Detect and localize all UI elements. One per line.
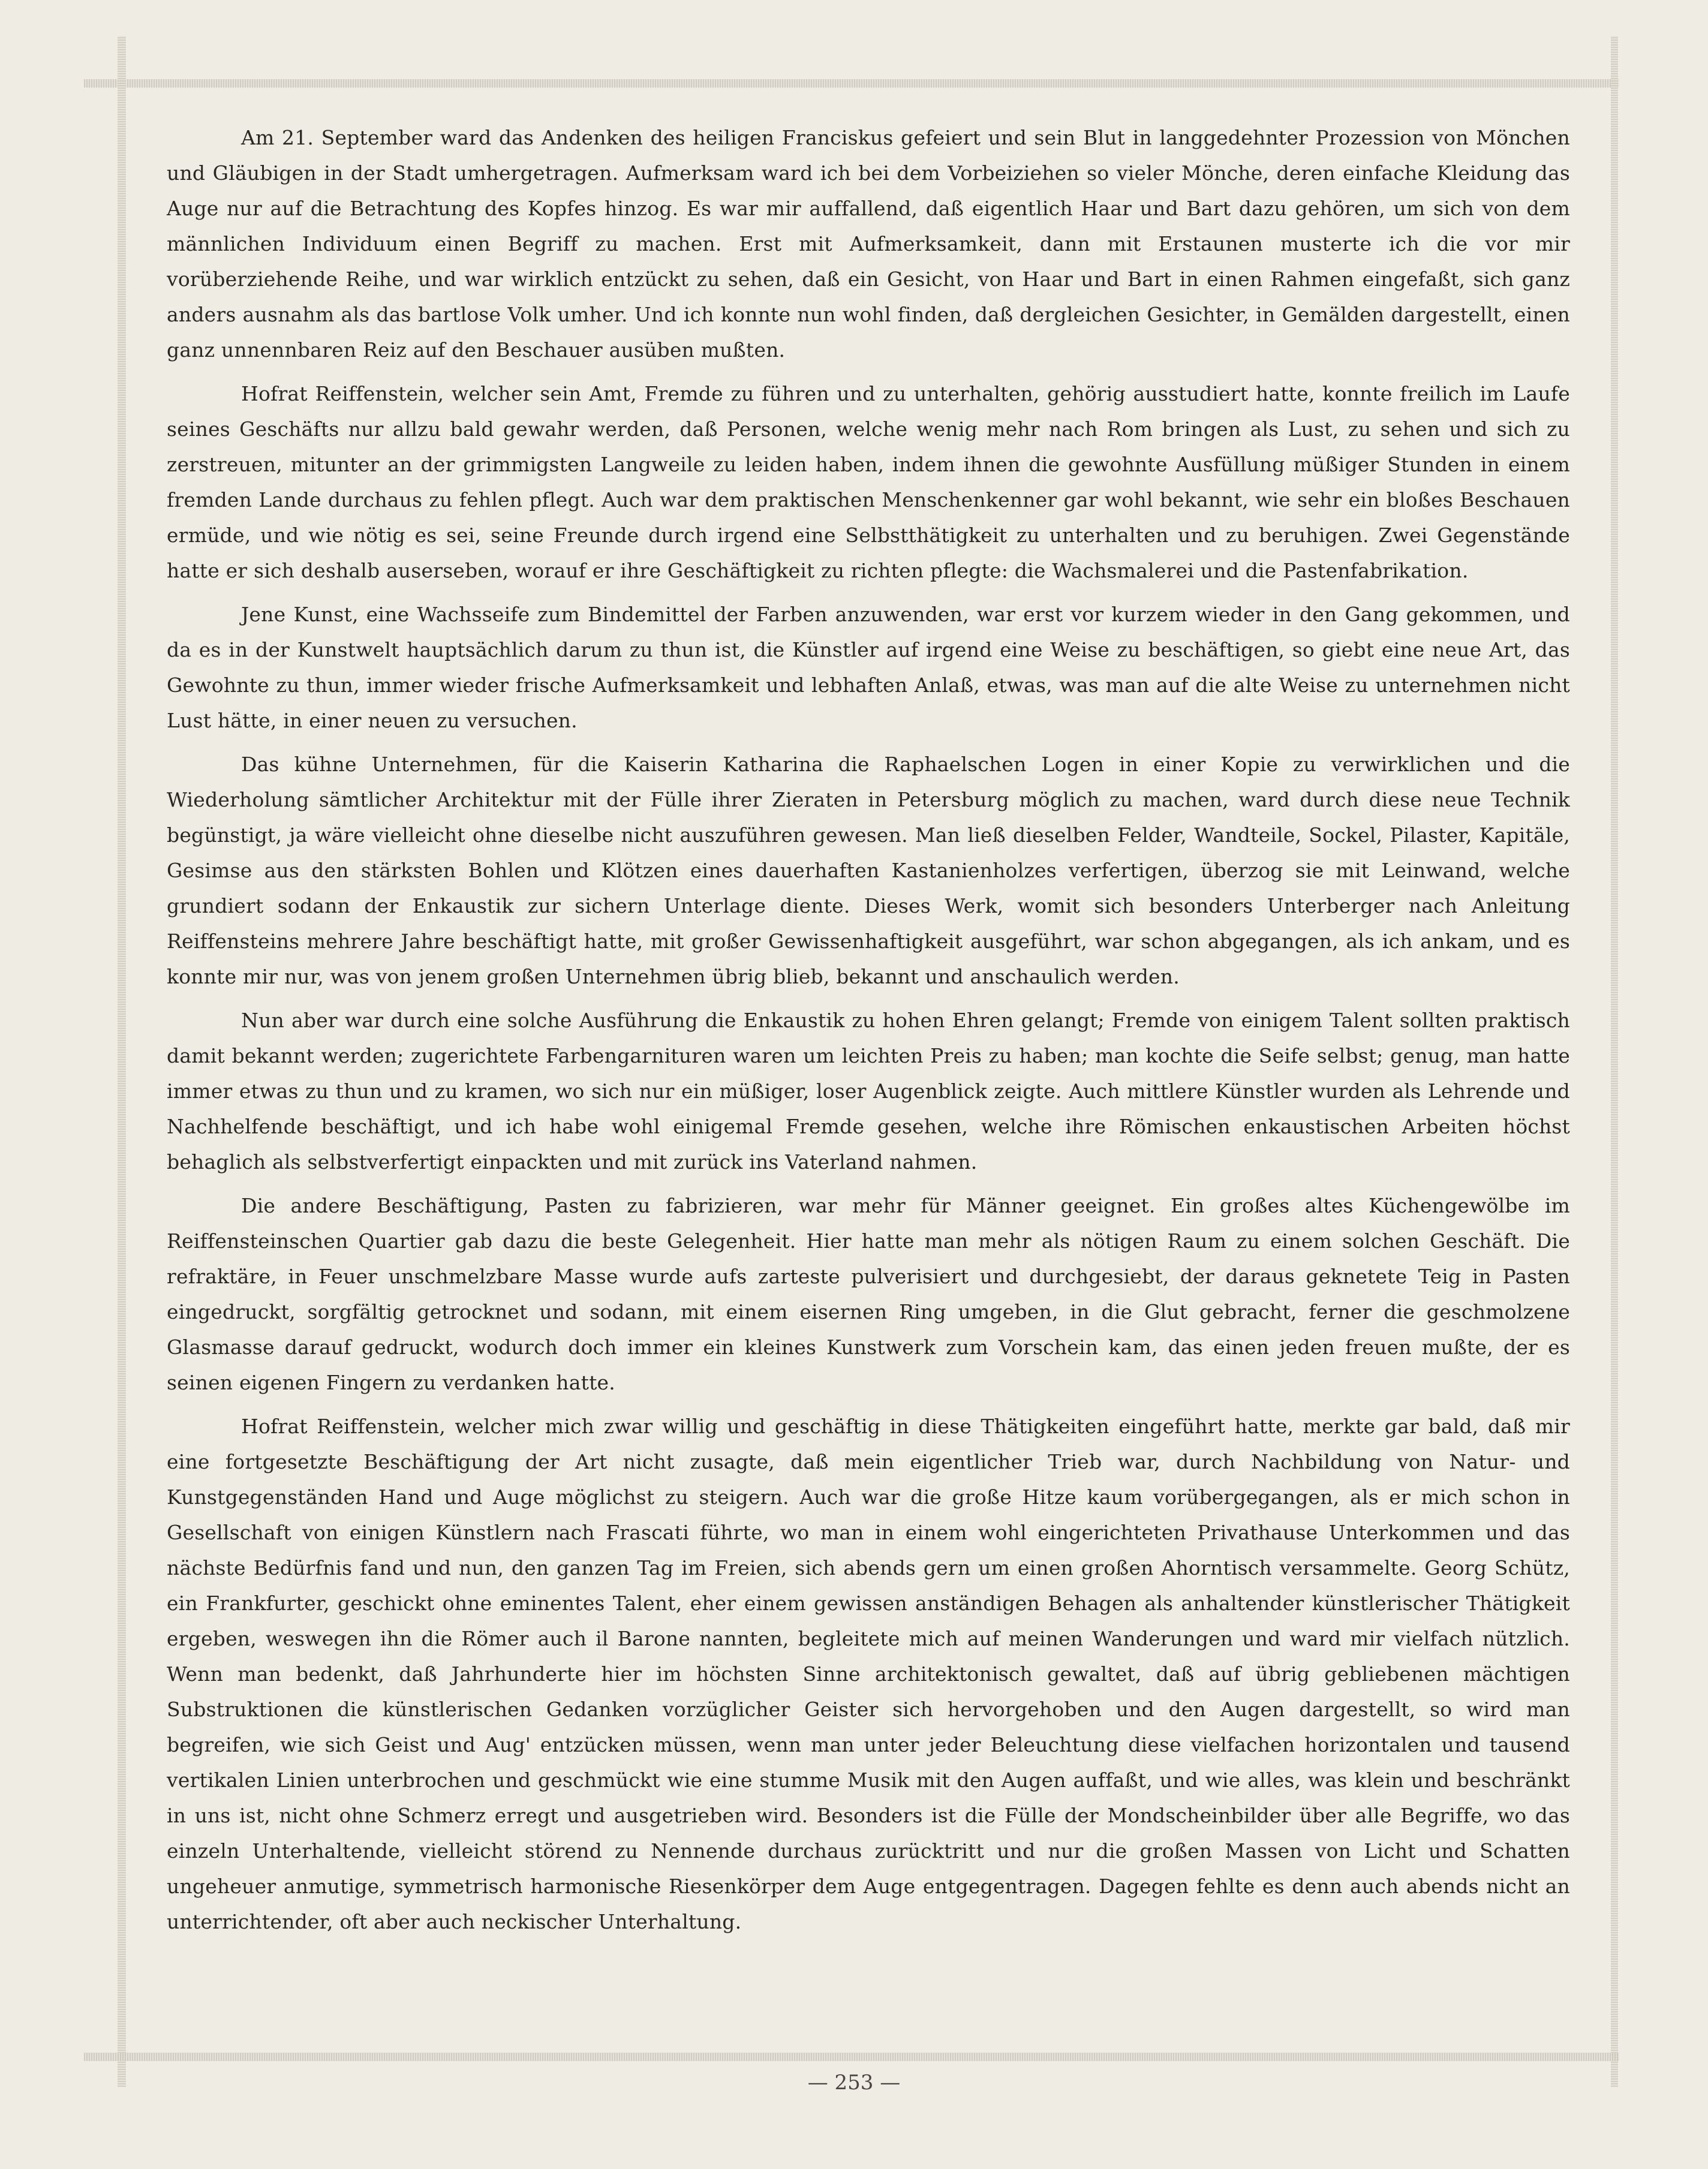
paragraph: Am 21. September ward das Andenken des heiligen Franciskus gefeiert und sein Blut in langgedehnter Prozession von Mönchen und Gläubigen in der Stadt umhergetragen. Aufmerksam ward ich bei dem Vorbeiziehen so vieler Mönche, deren einfache Kleidung das Auge nur auf die Betrachtung des Kopfes hinzog. Es war mir auffallend, daß eigentlich Haar und Bart dazu gehören, um sich von dem männlichen Individuum einen Begriff zu machen. Erst mit Aufmerksamkeit, dann mit Erstaunen musterte ich die vor mir vorüberziehende Reihe, und war wirklich entzückt zu sehen, daß ein Gesicht, von Haar und Bart in einen Rahmen eingefaßt, sich ganz anders ausnahm als das bartlose Volk umher. Und ich konnte nun wohl finden, daß dergleichen Gesichter, in Gemälden dargestellt, einen ganz unnennbaren Reiz auf den Beschauer ausüben mußten.: [167, 126, 1570, 362]
paragraph: Die andere Beschäftigung, Pasten zu fabrizieren, war mehr für Männer geeignet. Ein großes altes Küchengewölbe im Reiffensteinschen Quartier gab dazu die beste Gelegenheit. Hier hatte man mehr als nötigen Raum zu einem solchen Geschäft. Die refraktäre, in Feuer unschmelzbare Masse wurde aufs zarteste pulverisiert und durchgesiebt, der daraus geknetete Teig in Pasten eingedruckt, sorgfältig getrocknet und sodann, mit einem eisernen Ring umgeben, in die Glut gebracht, ferner die geschmolzene Glasmasse darauf gedruckt, wodurch doch immer ein kleines Kunstwerk zum Vorschein kam, das einen jeden freuen mußte, der es seinen eigenen Fingern zu verdanken hatte.: [167, 1194, 1570, 1394]
top-border-rule: [84, 79, 1619, 88]
paragraph: Jene Kunst, eine Wachsseife zum Bindemittel der Farben anzuwenden, war erst vor kurzem wieder in den Gang gekommen, und da es in der Kunstwelt hauptsächlich darum zu thun ist, die Künstler auf irgend eine Weise zu beschäftigen, so giebt eine neue Art, das Gewohnte zu thun, immer wieder frische Aufmerksamkeit und lebhaften Anlaß, etwas, was man auf die alte Weise zu unternehmen nicht Lust hätte, in einer neuen zu versuchen.: [167, 603, 1570, 732]
bottom-border-rule: [84, 2053, 1619, 2061]
left-border-rule: [118, 36, 126, 2087]
paragraph: Hofrat Reiffenstein, welcher mich zwar willig und geschäftig in diese Thätigkeiten eingeführt hatte, merkte gar bald, daß mir eine fortgesetzte Beschäftigung der Art nicht zusagte, daß mein eigentlicher Trieb war, durch Nachbildung von Natur- und Kunstgegenständen Hand und Auge möglichst zu steigern. Auch war die große Hitze kaum vorübergegangen, als er mich schon in Gesellschaft von einigen Künstlern nach Frascati führte, wo man in einem wohl eingerichteten Privathause Unterkommen und das nächste Bedürfnis fand und nun, den ganzen Tag im Freien, sich abends gern um einen großen Ahorntisch versammelte. Georg Schütz, ein Frankfurter, geschickt ohne eminentes Talent, eher einem gewissen anständigen Behagen als anhaltender künstlerischer Thätigkeit ergeben, weswegen ihn die Römer auch il Barone nannten, begleitete mich auf meinen Wanderungen und ward mir vielfach nützlich. Wenn man bedenkt, daß Jahrhunderte hier im höchsten Sinne architektonisch gewaltet, daß auf übrig gebliebenen mächtigen Substruktionen die künstlerischen Gedanken vorzüglicher Geister sich hervorgehoben und den Augen dargestellt, so wird man begreifen, wie sich Geist und Aug' entzücken müssen, wenn man unter jeder Beleuchtung diese vielfachen horizontalen und tausend vertikalen Linien unterbrochen und geschmückt wie eine stumme Musik mit den Augen auffaßt, und wie alles, was klein und beschränkt in uns ist, nicht ohne Schmerz erregt und ausgetrieben wird. Besonders ist die Fülle der Mondscheinbilder über alle Begriffe, wo das einzeln Unterhaltende, vielleicht störend zu Nennende durchaus zurücktritt und nur die großen Massen von Licht und Schatten ungeheuer anmutige, symmetrisch harmonische Riesenkörper dem Auge entgegentragen. Dagegen fehlte es denn auch abends nicht an unterrichtender, oft aber auch neckischer Unterhaltung.: [167, 1415, 1570, 1933]
body-text: [167, 120, 1570, 1948]
page-number: — 253 —: [807, 2071, 901, 2095]
right-border-rule: [1611, 36, 1618, 2087]
paragraph: Das kühne Unternehmen, für die Kaiserin Katharina die Raphaelschen Logen in einer Kopie zu verwirklichen und die Wiederholung sämtlicher Architektur mit der Fülle ihrer Zieraten in Petersburg möglich zu machen, ward durch diese neue Technik begünstigt, ja wäre vielleicht ohne dieselbe nicht auszuführen gewesen. Man ließ dieselben Felder, Wandteile, Sockel, Pilaster, Kapitäle, Gesimse aus den stärksten Bohlen und Klötzen eines dauerhaften Kastanienholzes verfertigen, überzog sie mit Leinwand, welche grundiert sodann der Enkaustik zur sichern Unterlage diente. Dieses Werk, womit sich besonders Unterberger nach Anleitung Reiffensteins mehrere Jahre beschäftigt hatte, mit großer Gewissenhaftigkeit ausgeführt, war schon abgegangen, als ich ankam, und es konnte mir nur, was von jenem großen Unternehmen übrig blieb, bekannt und anschaulich werden.: [167, 753, 1570, 988]
paragraph: Nun aber war durch eine solche Ausführung die Enkaustik zu hohen Ehren gelangt; Fremde von einigem Talent sollten praktisch damit bekannt werden; zugerichtete Farbengarnituren waren um leichten Preis zu haben; man kochte die Seife selbst; genug, man hatte immer etwas zu thun und zu kramen, wo sich nur ein müßiger, loser Augenblick zeigte. Auch mittlere Künstler wurden als Lehrende und Nachhelfende beschäftigt, und ich habe wohl einigemal Fremde gesehen, welche ihre Römischen enkaustischen Arbeiten höchst behaglich als selbstverfertigt einpackten und mit zurück ins Vaterland nahmen.: [167, 1009, 1570, 1174]
paragraph: Hofrat Reiffenstein, welcher sein Amt, Fremde zu führen und zu unterhalten, gehörig ausstudiert hatte, konnte freilich im Laufe seines Geschäfts nur allzu bald gewahr werden, daß Personen, welche wenig mehr nach Rom bringen als Lust, zu sehen und sich zu zerstreuen, mitunter an der grimmigsten Langweile zu leiden haben, indem ihnen die gewohnte Ausfüllung müßiger Stunden in einem fremden Lande durchaus zu fehlen pflegt. Auch war dem praktischen Menschenkenner gar wohl bekannt, wie sehr ein bloßes Beschauen ermüde, und wie nötig es sei, seine Freunde durch irgend eine Selbstthätigkeit zu unterhalten und zu beruhigen. Zwei Gegenstände hatte er sich deshalb auserseben, worauf er ihre Geschäftigkeit zu richten pflegte: die Wachsmalerei und die Pastenfabrikation.: [167, 382, 1570, 582]
